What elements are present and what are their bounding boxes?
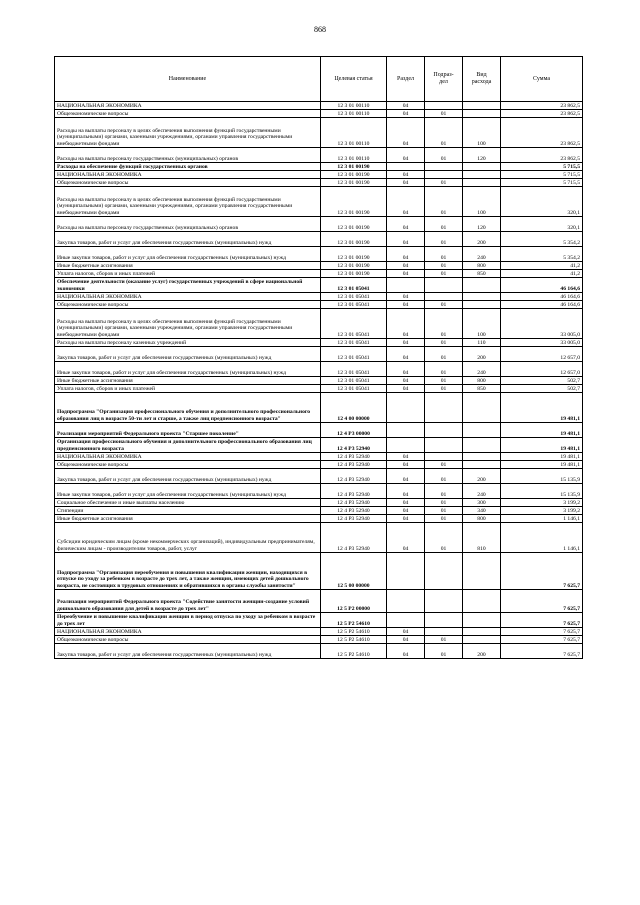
cell-expense-type: 850 bbox=[463, 270, 501, 278]
cell-name: Иные бюджетные ассигнования bbox=[55, 262, 321, 270]
cell-expense-type: 100 bbox=[463, 309, 501, 339]
cell-section bbox=[387, 590, 425, 613]
table-row bbox=[55, 393, 583, 423]
cell-name: Реализация мероприятий Федерального проекта "Содействие занятости женщин-создание условий дошкольного образования для детей в возрасте до трех лет" bbox=[55, 590, 321, 613]
cell-sum: 19 481,1 bbox=[501, 461, 583, 469]
cell-subsection: 01 bbox=[425, 187, 463, 217]
cell-name: Общеэкономические вопросы bbox=[55, 636, 321, 644]
cell-section bbox=[387, 438, 425, 453]
table-row bbox=[55, 163, 583, 171]
cell-target-article: 12 5 P2 54610 bbox=[321, 613, 387, 628]
header-subsection: Подраз- дел bbox=[425, 57, 463, 102]
cell-name: Иные бюджетные ассигнования bbox=[55, 515, 321, 523]
cell-section: 04 bbox=[387, 636, 425, 644]
cell-name: Общеэкономические вопросы bbox=[55, 461, 321, 469]
cell-sum: 19 481,1 bbox=[501, 423, 583, 438]
cell-target-article: 12 4 P3 52940 bbox=[321, 507, 387, 515]
cell-target-article: 12 4 P3 52940 bbox=[321, 523, 387, 553]
cell-expense-type: 200 bbox=[463, 644, 501, 659]
cell-target-article: 12 3 01 00190 bbox=[321, 163, 387, 171]
cell-expense-type bbox=[463, 301, 501, 309]
table-row bbox=[55, 644, 583, 659]
cell-name: Расходы на выплаты персоналу государственных (муниципальных) органов bbox=[55, 148, 321, 163]
cell-subsection: 01 bbox=[425, 110, 463, 118]
cell-subsection: 01 bbox=[425, 461, 463, 469]
cell-expense-type: 200 bbox=[463, 347, 501, 362]
table-row bbox=[55, 553, 583, 590]
table-row bbox=[55, 469, 583, 484]
cell-sum: 5 715,5 bbox=[501, 171, 583, 179]
table-row bbox=[55, 187, 583, 217]
header-sum: Сумма bbox=[501, 57, 583, 102]
cell-section: 04 bbox=[387, 247, 425, 262]
cell-sum: 15 135,9 bbox=[501, 484, 583, 499]
cell-section: 04 bbox=[387, 301, 425, 309]
cell-name: Иные закупки товаров, работ и услуг для обеспечения государственных (муниципальных) нужд bbox=[55, 362, 321, 377]
cell-expense-type: 200 bbox=[463, 469, 501, 484]
cell-expense-type: 110 bbox=[463, 339, 501, 347]
cell-name: Иные закупки товаров, работ и услуг для обеспечения государственных (муниципальных) нужд bbox=[55, 484, 321, 499]
cell-sum: 320,1 bbox=[501, 217, 583, 232]
cell-subsection: 01 bbox=[425, 247, 463, 262]
cell-section bbox=[387, 553, 425, 590]
cell-expense-type: 100 bbox=[463, 118, 501, 148]
table-row bbox=[55, 301, 583, 309]
cell-expense-type: 120 bbox=[463, 217, 501, 232]
cell-section: 04 bbox=[387, 469, 425, 484]
cell-subsection: 01 bbox=[425, 636, 463, 644]
table-row bbox=[55, 385, 583, 393]
cell-expense-type: 100 bbox=[463, 187, 501, 217]
cell-subsection: 01 bbox=[425, 523, 463, 553]
cell-sum: 7 625,7 bbox=[501, 644, 583, 659]
table-row bbox=[55, 339, 583, 347]
cell-sum: 12 657,0 bbox=[501, 347, 583, 362]
cell-name: Расходы на выплаты персоналу в целях обеспечения выполнения функций государственными (муниципальными) органами, казенными учреждениями, органами управления государственными внебюджетными фондами bbox=[55, 187, 321, 217]
cell-target-article: 12 5 P2 00000 bbox=[321, 590, 387, 613]
cell-section: 04 bbox=[387, 217, 425, 232]
cell-expense-type bbox=[463, 278, 501, 293]
cell-target-article: 12 3 01 00190 bbox=[321, 171, 387, 179]
table-row bbox=[55, 118, 583, 148]
cell-subsection bbox=[425, 163, 463, 171]
table-row bbox=[55, 636, 583, 644]
cell-target-article: 12 3 01 05041 bbox=[321, 301, 387, 309]
cell-expense-type bbox=[463, 636, 501, 644]
cell-name: Закупка товаров, работ и услуг для обеспечения государственных (муниципальных) нужд bbox=[55, 644, 321, 659]
header-expense-type: Вид расхода bbox=[463, 57, 501, 102]
cell-section: 04 bbox=[387, 377, 425, 385]
cell-subsection: 01 bbox=[425, 270, 463, 278]
cell-subsection bbox=[425, 171, 463, 179]
cell-target-article: 12 3 01 00190 bbox=[321, 187, 387, 217]
cell-section: 04 bbox=[387, 110, 425, 118]
cell-sum: 502,7 bbox=[501, 377, 583, 385]
cell-expense-type bbox=[463, 110, 501, 118]
cell-target-article: 12 5 P2 54610 bbox=[321, 628, 387, 636]
cell-target-article: 12 3 01 00190 bbox=[321, 217, 387, 232]
cell-section: 04 bbox=[387, 628, 425, 636]
table-row bbox=[55, 278, 583, 293]
cell-expense-type: 300 bbox=[463, 499, 501, 507]
table-body bbox=[55, 102, 583, 659]
cell-subsection bbox=[425, 438, 463, 453]
cell-expense-type: 800 bbox=[463, 377, 501, 385]
budget-table bbox=[54, 56, 583, 659]
table-row bbox=[55, 309, 583, 339]
cell-expense-type: 800 bbox=[463, 262, 501, 270]
table-header bbox=[55, 57, 583, 102]
cell-name: Расходы на выплаты персоналу государственных (муниципальных) органов bbox=[55, 217, 321, 232]
cell-expense-type bbox=[463, 423, 501, 438]
table-row bbox=[55, 148, 583, 163]
cell-expense-type: 120 bbox=[463, 148, 501, 163]
cell-expense-type bbox=[463, 438, 501, 453]
cell-target-article: 12 4 P3 52940 bbox=[321, 461, 387, 469]
cell-subsection bbox=[425, 278, 463, 293]
cell-subsection: 01 bbox=[425, 385, 463, 393]
cell-target-article: 12 4 P3 52940 bbox=[321, 484, 387, 499]
cell-name: НАЦИОНАЛЬНАЯ ЭКОНОМИКА bbox=[55, 102, 321, 110]
table-row bbox=[55, 171, 583, 179]
cell-subsection: 01 bbox=[425, 515, 463, 523]
cell-target-article: 12 5 P2 54610 bbox=[321, 636, 387, 644]
cell-sum: 33 005,0 bbox=[501, 339, 583, 347]
table-row bbox=[55, 232, 583, 247]
cell-name: Расходы на обеспечение функций государственных органов bbox=[55, 163, 321, 171]
cell-subsection: 01 bbox=[425, 232, 463, 247]
cell-sum: 5 715,5 bbox=[501, 163, 583, 171]
cell-section: 04 bbox=[387, 148, 425, 163]
cell-section: 04 bbox=[387, 644, 425, 659]
cell-target-article: 12 3 01 00190 bbox=[321, 232, 387, 247]
cell-sum: 23 862,5 bbox=[501, 148, 583, 163]
cell-sum: 1 146,1 bbox=[501, 515, 583, 523]
cell-section: 04 bbox=[387, 484, 425, 499]
cell-section: 04 bbox=[387, 515, 425, 523]
cell-sum: 19 481,1 bbox=[501, 393, 583, 423]
cell-expense-type bbox=[463, 613, 501, 628]
cell-section: 04 bbox=[387, 293, 425, 301]
cell-section bbox=[387, 613, 425, 628]
cell-section bbox=[387, 423, 425, 438]
table-row bbox=[55, 293, 583, 301]
cell-name: Реализация мероприятий Федерального проекта "Старшее поколение" bbox=[55, 423, 321, 438]
cell-sum: 46 164,6 bbox=[501, 301, 583, 309]
cell-subsection: 01 bbox=[425, 179, 463, 187]
cell-name: Общеэкономические вопросы bbox=[55, 301, 321, 309]
cell-expense-type: 800 bbox=[463, 515, 501, 523]
cell-expense-type bbox=[463, 461, 501, 469]
cell-target-article: 12 4 P3 52940 bbox=[321, 515, 387, 523]
cell-name: Уплата налогов, сборов и иных платежей bbox=[55, 270, 321, 278]
table-row bbox=[55, 484, 583, 499]
table-row bbox=[55, 507, 583, 515]
cell-expense-type bbox=[463, 102, 501, 110]
cell-name: Организация профессионального обучения и дополнительного профессионального образования лиц предпенсионного возраста bbox=[55, 438, 321, 453]
table-row bbox=[55, 270, 583, 278]
cell-expense-type bbox=[463, 453, 501, 461]
table-row bbox=[55, 499, 583, 507]
cell-subsection bbox=[425, 102, 463, 110]
table-row bbox=[55, 247, 583, 262]
table-row bbox=[55, 217, 583, 232]
cell-name: Субсидии юридическим лицам (кроме некоммерческих организаций), индивидуальным предпринимателям, физическим лицам - производителям товаров, работ, услуг bbox=[55, 523, 321, 553]
cell-target-article: 12 3 01 05041 bbox=[321, 309, 387, 339]
table-row bbox=[55, 515, 583, 523]
cell-subsection bbox=[425, 293, 463, 301]
cell-target-article: 12 4 P3 52940 bbox=[321, 499, 387, 507]
table-row bbox=[55, 179, 583, 187]
cell-sum: 7 625,7 bbox=[501, 590, 583, 613]
cell-target-article: 12 3 01 05041 bbox=[321, 385, 387, 393]
cell-subsection: 01 bbox=[425, 644, 463, 659]
cell-target-article: 12 4 P3 52940 bbox=[321, 453, 387, 461]
cell-name: Закупка товаров, работ и услуг для обеспечения государственных (муниципальных) нужд bbox=[55, 347, 321, 362]
cell-subsection: 01 bbox=[425, 148, 463, 163]
cell-section: 04 bbox=[387, 262, 425, 270]
table-row bbox=[55, 110, 583, 118]
cell-subsection bbox=[425, 453, 463, 461]
cell-target-article: 12 3 01 05041 bbox=[321, 362, 387, 377]
cell-name: Общеэкономические вопросы bbox=[55, 179, 321, 187]
cell-sum: 12 657,0 bbox=[501, 362, 583, 377]
cell-target-article: 12 4 P3 00000 bbox=[321, 423, 387, 438]
cell-name: Расходы на выплаты персоналу казенных учреждений bbox=[55, 339, 321, 347]
cell-target-article: 12 3 01 00110 bbox=[321, 118, 387, 148]
cell-subsection bbox=[425, 553, 463, 590]
header-name: Наименование bbox=[55, 57, 321, 102]
cell-sum: 41,2 bbox=[501, 270, 583, 278]
cell-expense-type bbox=[463, 553, 501, 590]
table-row bbox=[55, 590, 583, 613]
cell-sum: 7 625,7 bbox=[501, 553, 583, 590]
cell-section: 04 bbox=[387, 232, 425, 247]
table-row bbox=[55, 102, 583, 110]
cell-name: Переобучение и повышение квалификации женщин в период отпуска по уходу за ребенком в возрасте до трех лет bbox=[55, 613, 321, 628]
cell-subsection: 01 bbox=[425, 484, 463, 499]
cell-name: Подпрограмма "Организация профессионального обучения и дополнительного профессионального образования лиц в возрасте 50-ти лет и старше, а также лиц предпенсионного возраста" bbox=[55, 393, 321, 423]
cell-name: Иные закупки товаров, работ и услуг для обеспечения государственных (муниципальных) нужд bbox=[55, 247, 321, 262]
cell-sum: 19 481,1 bbox=[501, 453, 583, 461]
cell-expense-type: 810 bbox=[463, 523, 501, 553]
cell-subsection: 01 bbox=[425, 377, 463, 385]
cell-expense-type: 340 bbox=[463, 507, 501, 515]
cell-sum: 502,7 bbox=[501, 385, 583, 393]
table-row bbox=[55, 453, 583, 461]
cell-target-article: 12 3 01 05041 bbox=[321, 293, 387, 301]
cell-name: Обеспечение деятельности (оказание услуг) государственных учреждений в сфере национальной экономики bbox=[55, 278, 321, 293]
cell-target-article: 12 3 01 00190 bbox=[321, 247, 387, 262]
cell-section: 04 bbox=[387, 453, 425, 461]
cell-subsection bbox=[425, 613, 463, 628]
cell-expense-type: 240 bbox=[463, 484, 501, 499]
cell-subsection: 01 bbox=[425, 469, 463, 484]
cell-expense-type: 240 bbox=[463, 362, 501, 377]
table-row bbox=[55, 461, 583, 469]
header-section: Раздел bbox=[387, 57, 425, 102]
cell-expense-type bbox=[463, 393, 501, 423]
cell-section: 04 bbox=[387, 179, 425, 187]
cell-target-article: 12 3 01 05041 bbox=[321, 377, 387, 385]
cell-section: 04 bbox=[387, 339, 425, 347]
cell-sum: 3 199,2 bbox=[501, 507, 583, 515]
table-row bbox=[55, 613, 583, 628]
cell-sum: 5 715,5 bbox=[501, 179, 583, 187]
cell-expense-type bbox=[463, 628, 501, 636]
cell-target-article: 12 3 01 00190 bbox=[321, 270, 387, 278]
cell-expense-type: 850 bbox=[463, 385, 501, 393]
cell-target-article: 12 5 00 00000 bbox=[321, 553, 387, 590]
cell-name: Стипендии bbox=[55, 507, 321, 515]
cell-sum: 23 862,5 bbox=[501, 118, 583, 148]
cell-name: Общеэкономические вопросы bbox=[55, 110, 321, 118]
cell-section: 04 bbox=[387, 461, 425, 469]
cell-expense-type: 200 bbox=[463, 232, 501, 247]
cell-target-article: 12 3 01 05041 bbox=[321, 278, 387, 293]
cell-subsection bbox=[425, 393, 463, 423]
cell-name: Уплата налогов, сборов и иных платежей bbox=[55, 385, 321, 393]
cell-section: 04 bbox=[387, 187, 425, 217]
cell-section: 04 bbox=[387, 102, 425, 110]
cell-name: НАЦИОНАЛЬНАЯ ЭКОНОМИКА bbox=[55, 293, 321, 301]
cell-expense-type bbox=[463, 179, 501, 187]
cell-subsection: 01 bbox=[425, 347, 463, 362]
cell-expense-type bbox=[463, 171, 501, 179]
cell-sum: 320,1 bbox=[501, 187, 583, 217]
cell-section: 04 bbox=[387, 507, 425, 515]
cell-subsection bbox=[425, 628, 463, 636]
table-row bbox=[55, 423, 583, 438]
cell-subsection bbox=[425, 590, 463, 613]
cell-section: 04 bbox=[387, 499, 425, 507]
cell-sum: 15 135,9 bbox=[501, 469, 583, 484]
cell-section: 04 bbox=[387, 118, 425, 148]
table-row bbox=[55, 628, 583, 636]
cell-target-article: 12 3 01 00190 bbox=[321, 179, 387, 187]
header-target-article: Целевая статья bbox=[321, 57, 387, 102]
cell-subsection: 01 bbox=[425, 301, 463, 309]
cell-subsection: 01 bbox=[425, 362, 463, 377]
cell-subsection: 01 bbox=[425, 118, 463, 148]
cell-name: Закупка товаров, работ и услуг для обеспечения государственных (муниципальных) нужд bbox=[55, 232, 321, 247]
cell-name: НАЦИОНАЛЬНАЯ ЭКОНОМИКА bbox=[55, 453, 321, 461]
cell-expense-type bbox=[463, 293, 501, 301]
cell-name: НАЦИОНАЛЬНАЯ ЭКОНОМИКА bbox=[55, 628, 321, 636]
cell-name: Иные бюджетные ассигнования bbox=[55, 377, 321, 385]
cell-section: 04 bbox=[387, 270, 425, 278]
page-number: 868 bbox=[314, 25, 326, 34]
cell-target-article: 12 4 P3 52940 bbox=[321, 469, 387, 484]
cell-sum: 7 625,7 bbox=[501, 628, 583, 636]
table-row bbox=[55, 362, 583, 377]
cell-section: 04 bbox=[387, 171, 425, 179]
cell-section: 04 bbox=[387, 523, 425, 553]
cell-subsection bbox=[425, 423, 463, 438]
cell-section: 04 bbox=[387, 347, 425, 362]
cell-sum: 19 481,1 bbox=[501, 438, 583, 453]
cell-sum: 3 199,2 bbox=[501, 499, 583, 507]
cell-name: Подпрограмма "Организация переобучения и повышения квалификации женщин, находящихся в отпуске по уходу за ребенком в возрасте до трех лет, а также женщин, имеющих детей дошкольного возраста, не состоящих в трудовых отношениях и обратившихся в органы службы занятости" bbox=[55, 553, 321, 590]
table-row bbox=[55, 347, 583, 362]
cell-section bbox=[387, 278, 425, 293]
cell-name: Расходы на выплаты персоналу в целях обеспечения выполнения функций государственными (муниципальными) органами, казенными учреждениями, органами управления государственными внебюджетными фондами bbox=[55, 118, 321, 148]
cell-name: Закупка товаров, работ и услуг для обеспечения государственных (муниципальных) нужд bbox=[55, 469, 321, 484]
cell-section: 04 bbox=[387, 362, 425, 377]
cell-target-article: 12 5 P2 54610 bbox=[321, 644, 387, 659]
cell-subsection: 01 bbox=[425, 309, 463, 339]
cell-name: Расходы на выплаты персоналу в целях обеспечения выполнения функций государственными (муниципальными) органами, казенными учреждениями, органами управления государственными внебюджетными фондами bbox=[55, 309, 321, 339]
cell-sum: 7 625,7 bbox=[501, 636, 583, 644]
cell-section: 04 bbox=[387, 309, 425, 339]
cell-section bbox=[387, 393, 425, 423]
cell-section: 04 bbox=[387, 385, 425, 393]
cell-sum: 23 862,5 bbox=[501, 102, 583, 110]
table-row bbox=[55, 438, 583, 453]
cell-expense-type bbox=[463, 163, 501, 171]
cell-sum: 46 164,6 bbox=[501, 293, 583, 301]
cell-sum: 5 354,2 bbox=[501, 247, 583, 262]
cell-expense-type: 240 bbox=[463, 247, 501, 262]
cell-target-article: 12 3 01 05041 bbox=[321, 347, 387, 362]
cell-target-article: 12 3 01 00110 bbox=[321, 148, 387, 163]
cell-target-article: 12 4 P3 52940 bbox=[321, 438, 387, 453]
cell-subsection: 01 bbox=[425, 339, 463, 347]
cell-subsection: 01 bbox=[425, 217, 463, 232]
cell-target-article: 12 3 01 00190 bbox=[321, 262, 387, 270]
cell-sum: 23 862,5 bbox=[501, 110, 583, 118]
cell-name: Социальное обеспечение и иные выплаты населению bbox=[55, 499, 321, 507]
cell-subsection: 01 bbox=[425, 507, 463, 515]
table-row bbox=[55, 523, 583, 553]
cell-target-article: 12 4 00 00000 bbox=[321, 393, 387, 423]
cell-sum: 7 625,7 bbox=[501, 613, 583, 628]
cell-sum: 33 005,0 bbox=[501, 309, 583, 339]
cell-sum: 46 164,6 bbox=[501, 278, 583, 293]
cell-sum: 1 146,1 bbox=[501, 523, 583, 553]
cell-subsection: 01 bbox=[425, 499, 463, 507]
cell-name: НАЦИОНАЛЬНАЯ ЭКОНОМИКА bbox=[55, 171, 321, 179]
cell-subsection: 01 bbox=[425, 262, 463, 270]
cell-section bbox=[387, 163, 425, 171]
cell-target-article: 12 3 01 00110 bbox=[321, 102, 387, 110]
cell-sum: 41,2 bbox=[501, 262, 583, 270]
table-row bbox=[55, 262, 583, 270]
cell-target-article: 12 3 01 00110 bbox=[321, 110, 387, 118]
cell-target-article: 12 3 01 05041 bbox=[321, 339, 387, 347]
table-row bbox=[55, 377, 583, 385]
cell-sum: 5 354,2 bbox=[501, 232, 583, 247]
cell-expense-type bbox=[463, 590, 501, 613]
